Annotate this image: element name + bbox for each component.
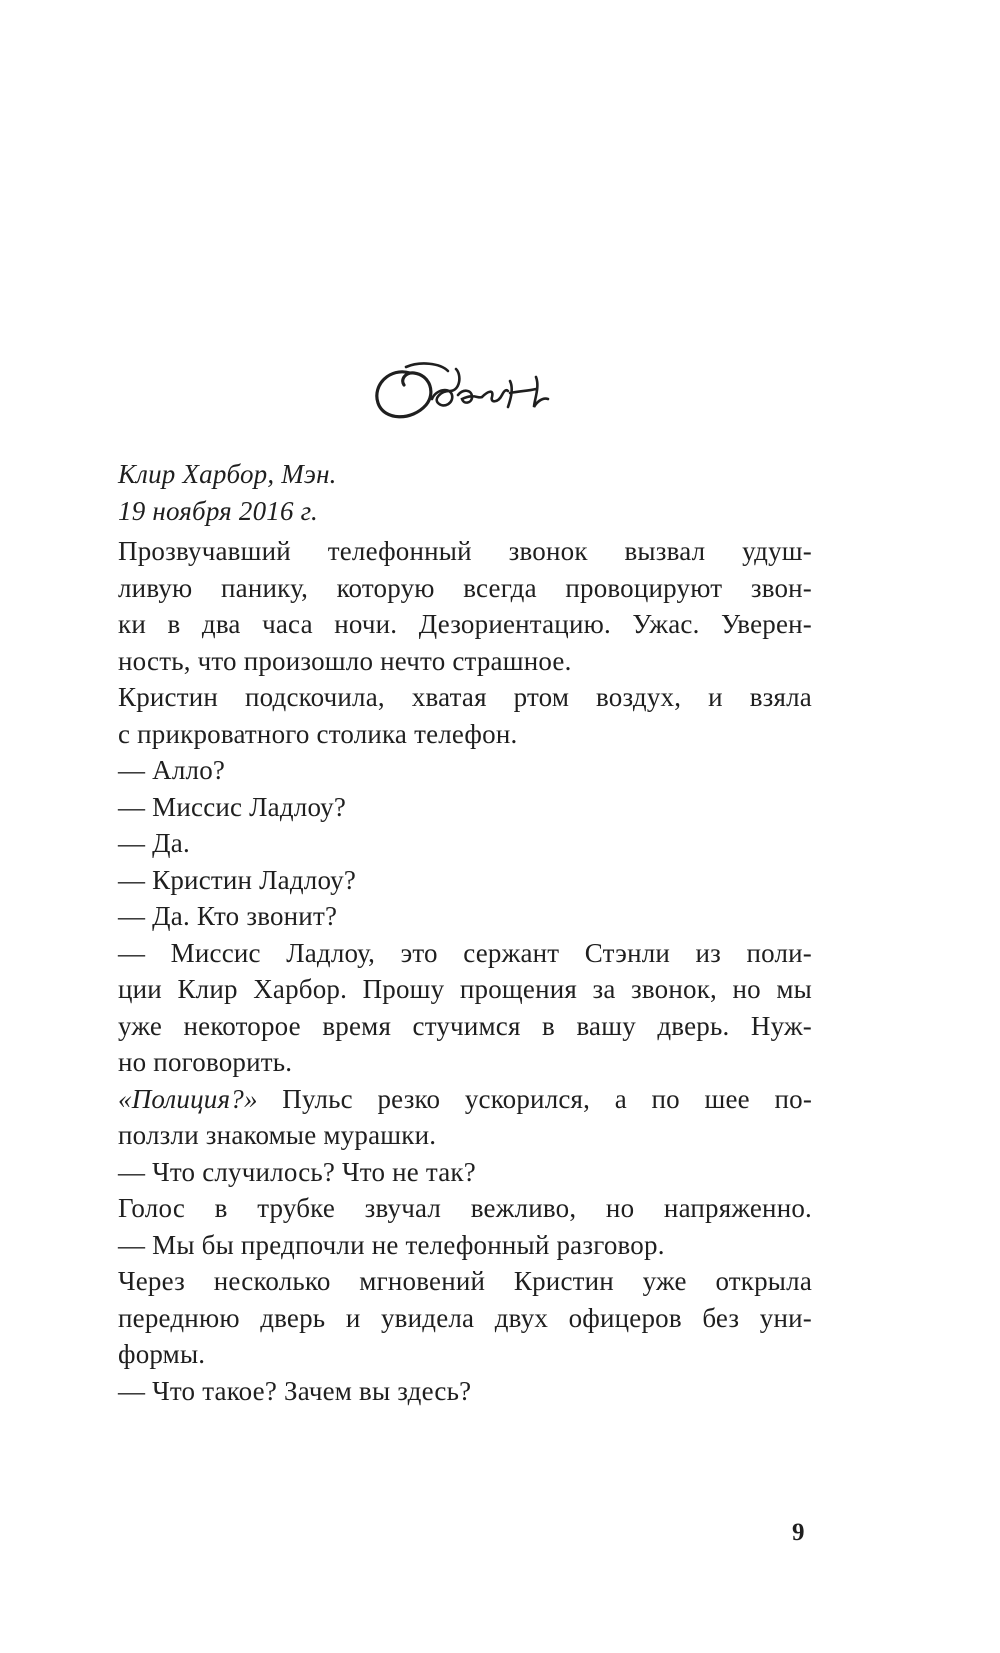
text-line: — Алло? bbox=[118, 755, 226, 785]
text-line: ность, что произошло нечто страшное. bbox=[118, 645, 572, 676]
text-line: Пульс резко ускорился, а по шее по- bbox=[282, 1083, 813, 1114]
chapter-title bbox=[370, 345, 570, 435]
text-line: — Миссис Ладлоу? bbox=[118, 791, 347, 822]
main-text bbox=[118, 456, 812, 1409]
text-line: Кристин подскочила, хватая ртом воздух, и взяла bbox=[118, 682, 812, 712]
text-line: — Что такое? Зачем вы здесь? bbox=[118, 1375, 472, 1406]
text-line: Прозвучавший телефонный звонок вызвал удуш- bbox=[118, 536, 812, 566]
text-line: — Что случилось? Что не так? bbox=[118, 1156, 476, 1187]
text-line: ции Клир Харбор. Прошу прощения за звонок, но мы bbox=[118, 974, 812, 1004]
italic-thought: «Полиция?» bbox=[118, 1083, 258, 1114]
text-line-with-thought bbox=[118, 1081, 812, 1118]
text-line: — Мы бы предпочли не телефонный разговор. bbox=[118, 1229, 665, 1260]
text-line: — Да. bbox=[118, 828, 190, 858]
text-line: ки в два часа ночи. Дезориентацию. Ужас. Уверен- bbox=[118, 609, 812, 639]
text-line: но поговорить. bbox=[118, 1047, 293, 1077]
text-line: с прикроватного столика телефон. bbox=[118, 718, 518, 749]
text-line: — Кристин Ладлоу? bbox=[118, 864, 357, 895]
text-line: — Да. Кто звонит? bbox=[118, 901, 338, 931]
page-number: 9 bbox=[792, 1519, 805, 1546]
text-line: уже некоторое время стучимся в вашу дверь. Нуж- bbox=[118, 1010, 812, 1041]
text-line: ползли знакомые мурашки. bbox=[118, 1120, 437, 1150]
text-line: Через несколько мгновений Кристин уже открыла bbox=[118, 1266, 812, 1296]
chapter-title-script bbox=[370, 345, 570, 435]
text-line: ливую панику, которую всегда провоцируют звон- bbox=[118, 572, 812, 603]
text-line: формы. bbox=[118, 1339, 206, 1369]
dateline-place: Клир Харбор, Мэн. bbox=[118, 459, 337, 489]
text-line: — Миссис Ладлоу, это сержант Стэнли из поли- bbox=[118, 937, 812, 968]
text-line: Голос в трубке звучал вежливо, но напряженно. bbox=[118, 1193, 812, 1223]
dateline-date: 19 ноября 2016 г. bbox=[118, 495, 318, 526]
text-line: переднюю дверь и увидела двух офицеров без уни- bbox=[118, 1302, 812, 1333]
